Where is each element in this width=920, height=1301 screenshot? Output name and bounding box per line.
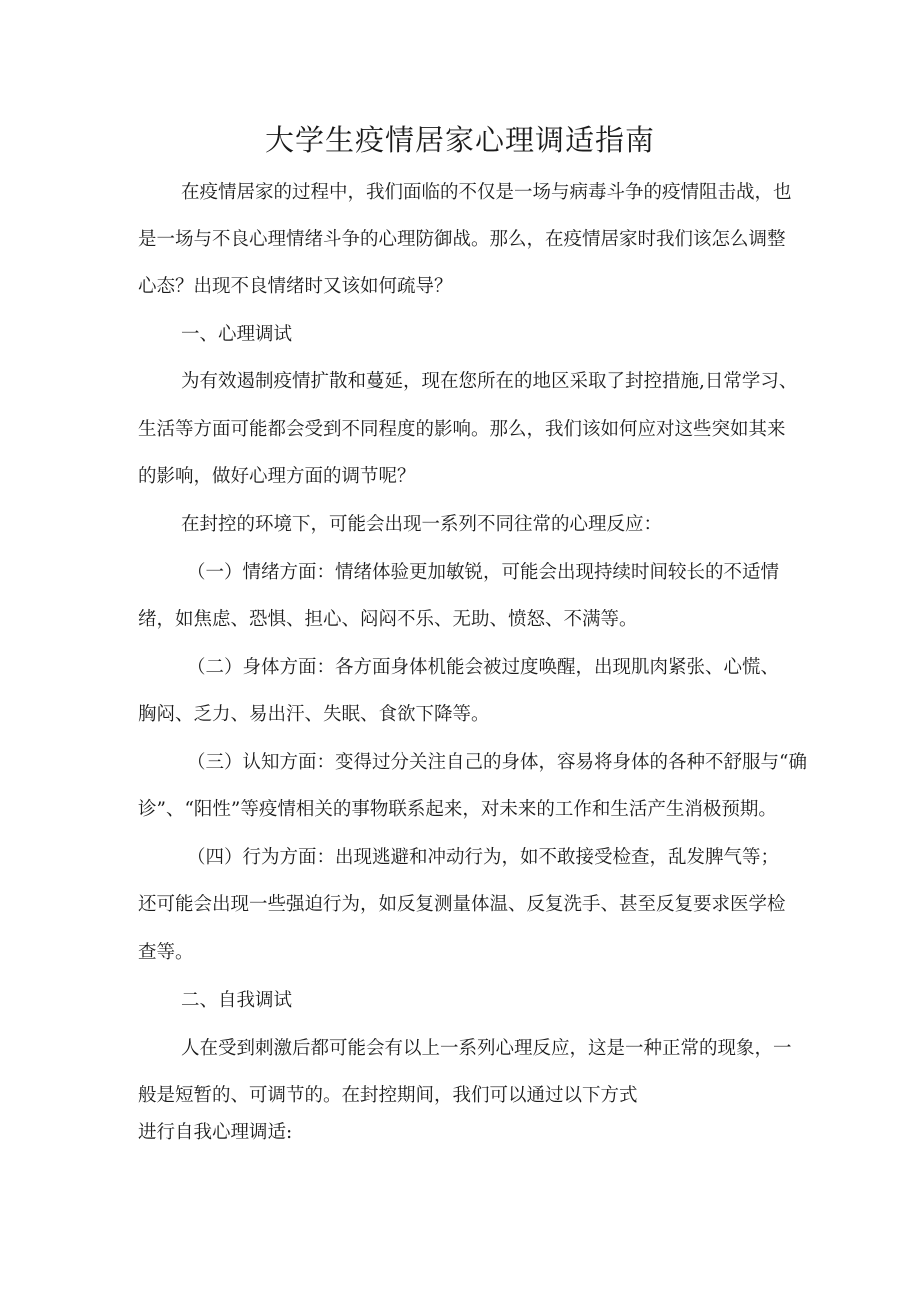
list-item-line: 查等。 [138, 942, 194, 963]
list-item-line: 胸闷、乏力、易出汗、失眠、食欲下降等。 [138, 704, 490, 725]
paragraph-line: 生活等方面可能都会受到不同程度的影响。那么，我们该如何应对这些突如其来 [138, 419, 786, 440]
list-item-line: （三）认知方面：变得过分关注自己的身体，容易将身体的各种不舒服与“确 [187, 752, 807, 773]
paragraph-line: 为有效遏制疫情扩散和蔓延，现在您所在的地区采取了封控措施,日常学习、 [181, 371, 798, 392]
section-heading: 一、心理调试 [181, 324, 293, 345]
list-item-line: 绪，如焦虑、恐惧、担心、闷闷不乐、无助、愤怒、不满等。 [138, 609, 638, 630]
list-item-line: （一）情绪方面：情绪体验更加敏锐，可能会出现持续时间较长的不适情 [187, 562, 780, 583]
paragraph-line: 的影响，做好心理方面的调节呢？ [138, 466, 416, 487]
paragraph-line: 心态？出现不良情绪时又该如何疏导？ [138, 276, 453, 297]
list-item-line: （二）身体方面：各方面身体机能会被过度唤醒，出现肌肉紧张、心慌、 [187, 657, 780, 678]
paragraph-line: 在封控的环境下，可能会出现一系列不同往常的心理反应： [181, 514, 663, 535]
list-item-line: （四）行为方面：出现逃避和冲动行为，如不敢接受检查，乱发脾气等； [187, 847, 780, 868]
list-item-line: 诊”、“阳性”等疫情相关的事物联系起来，对未来的工作和生活产生消极预期。 [138, 799, 777, 820]
list-item-line: 还可能会出现一些强迫行为，如反复测量体温、反复洗手、甚至反复要求医学检 [138, 894, 786, 915]
paragraph-line: 进行自我心理调适: [138, 1122, 293, 1143]
paragraph-line: 人在受到刺激后都可能会有以上一系列心理反应，这是一种正常的现象，一 [181, 1038, 792, 1059]
paragraph-line: 在疫情居家的过程中，我们面临的不仅是一场与病毒斗争的疫情阻击战，也 [181, 182, 792, 203]
section-heading: 二、自我调试 [181, 990, 293, 1011]
paragraph-line: 般是短暂的、可调节的。在封控期间，我们可以通过以下方式 [138, 1085, 638, 1106]
paragraph-line: 是一场与不良心理情绪斗争的心理防御战。那么，在疫情居家时我们该怎么调整 [138, 229, 786, 250]
document-title: 大学生疫情居家心理调适指南 [264, 123, 655, 157]
